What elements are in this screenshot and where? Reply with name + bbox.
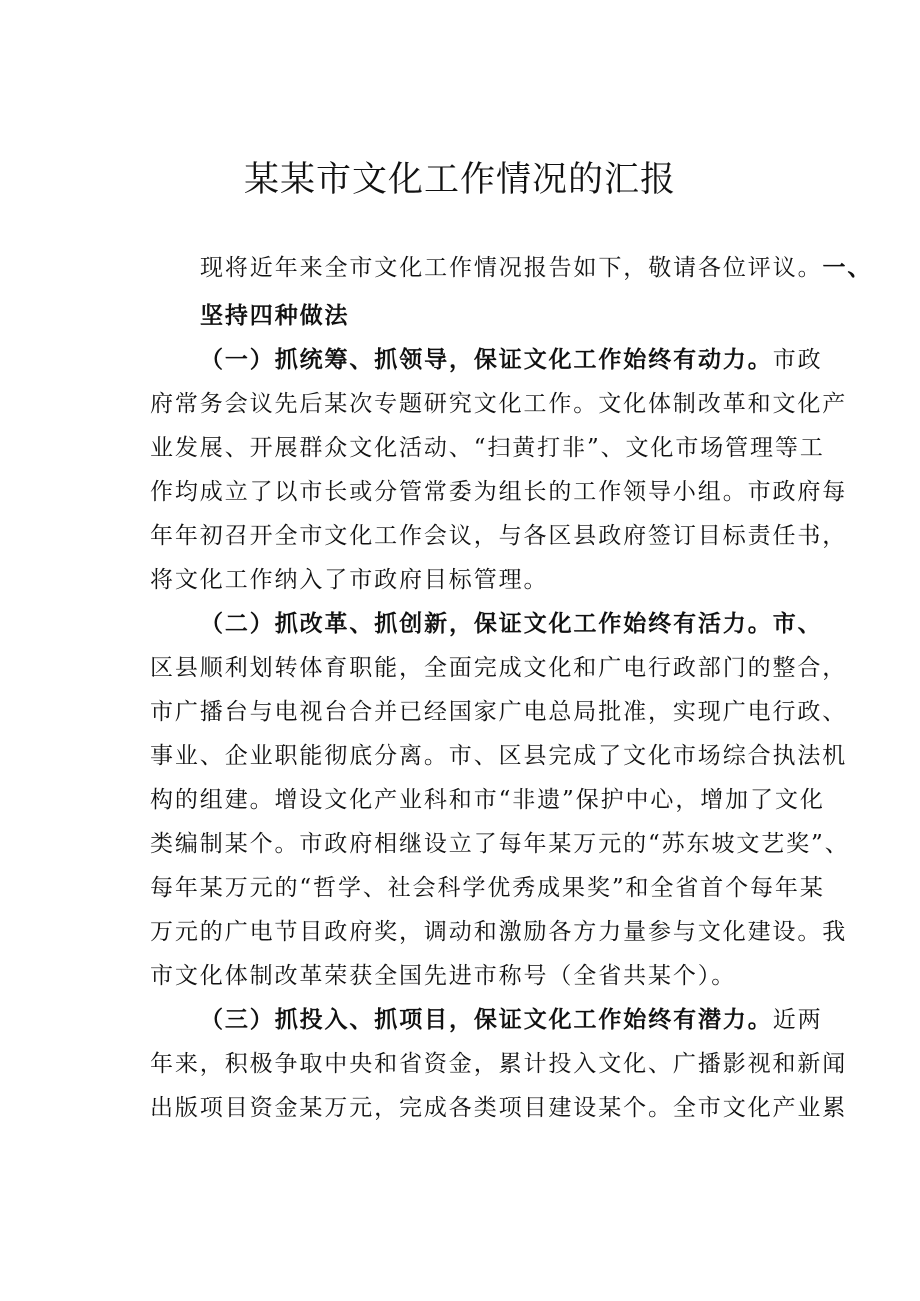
section2-line: 市文化体制改革荣获全国先进市称号（全省共某个）。 — [150, 963, 737, 989]
intro-text: 现将近年来全市文化工作情况报告如下，敬请各位评议。 — [200, 255, 823, 281]
section2-line: 区县顺利划转体育职能，全面完成文化和广电行政部门的整合， — [150, 655, 848, 681]
section2-first-line — [200, 602, 823, 646]
section1-line: 市政 — [772, 347, 823, 373]
section2-line: 构的组建。增设文化产业科和市“非遗”保护中心，增加了文化 — [150, 787, 825, 813]
section2-line: 每年某万元的“哲学、社会科学优秀成果奖”和全省首个每年某 — [150, 875, 825, 901]
section2-heading: （二）抓改革、抓创新，保证文化工作始终有活力。 — [200, 610, 773, 637]
section3-line: 年来，积极争取中央和省资金，累计投入文化、广播影视和新闻 — [150, 1051, 848, 1077]
section2-line: 市、 — [772, 610, 823, 637]
section1-heading: （一）抓统筹、抓领导，保证文化工作始终有动力。 — [200, 346, 773, 373]
heading-one: 坚持四种做法 — [200, 302, 350, 329]
document-title: 某某市文化工作情况的汇报 — [243, 160, 676, 200]
section3-line: 近两 — [772, 1007, 823, 1033]
section1-line: 业发展、开展群众文化活动、“扫黄打非”、文化市场管理等工 — [150, 435, 825, 461]
section1-line: 作均成立了以市长或分管常委为组长的工作领导小组。市政府每 — [150, 479, 848, 505]
section3-first-line — [200, 998, 823, 1042]
section2-line: 市广播台与电视台合并已经国家广电总局批准，实现广电行政、 — [150, 699, 848, 725]
intro-paragraph — [200, 246, 872, 290]
section1-line: 将文化工作纳入了市政府目标管理。 — [150, 567, 549, 593]
section1-first-line — [200, 338, 823, 382]
section1-line: 府常务会议先后某次专题研究文化工作。文化体制改革和文化产 — [150, 391, 848, 417]
section2-line: 事业、企业职能彻底分离。市、区县完成了文化市场综合执法机 — [150, 743, 848, 769]
section1-line: 年年初召开全市文化工作会议，与各区县政府签订目标责任书， — [150, 523, 848, 549]
section3-heading: （三）抓投入、抓项目，保证文化工作始终有潜力。 — [200, 1006, 773, 1033]
section2-line: 万元的广电节目政府奖，调动和激励各方力量参与文化建设。我 — [150, 919, 848, 945]
heading-one-start: 一、 — [822, 254, 873, 281]
section2-line: 类编制某个。市政府相继设立了每年某万元的“苏东坡文艺奖”、 — [150, 831, 850, 857]
section3-line: 出版项目资金某万元，完成各类项目建设某个。全市文化产业累 — [150, 1095, 848, 1121]
